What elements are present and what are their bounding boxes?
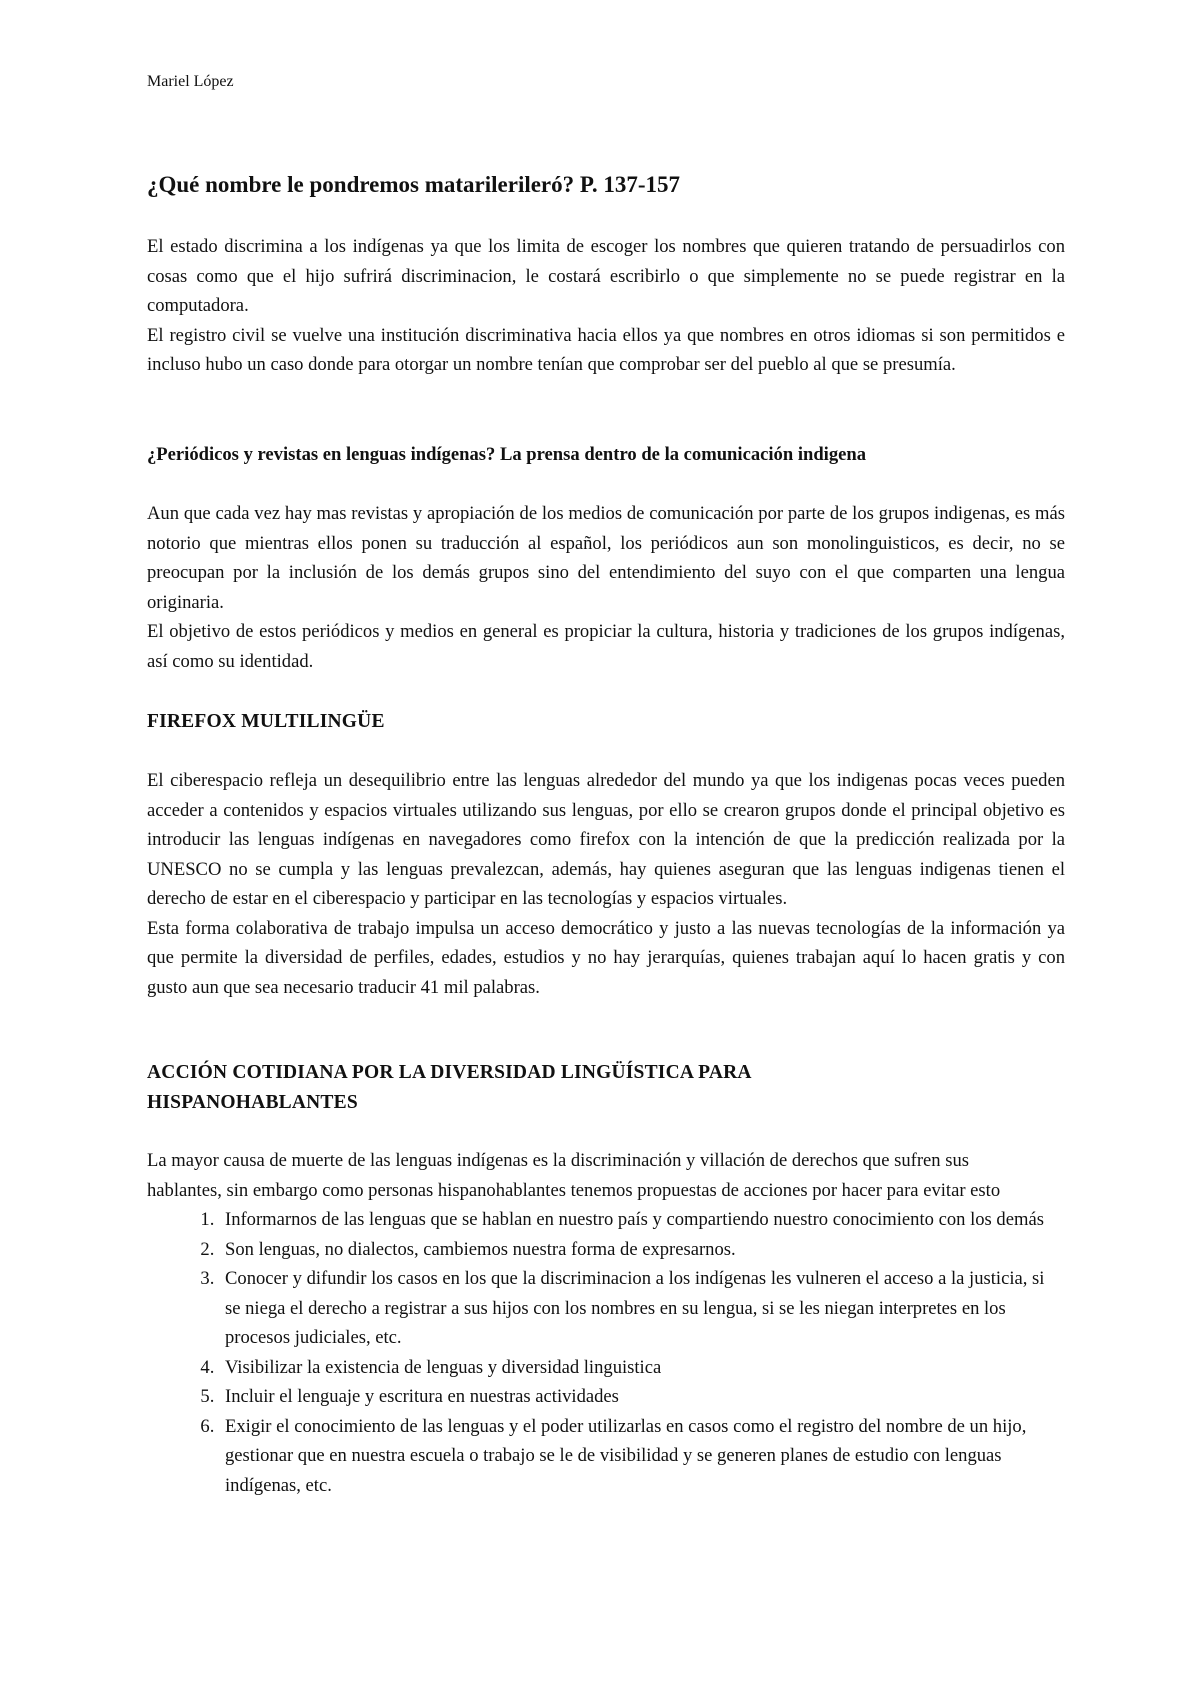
list-item	[219, 1235, 1049, 1265]
paragraph: Aun que cada vez hay mas revistas y apropiación de los medios de comunicación por parte de los grupos indigenas, es más notorio que mientras ellos ponen su traducción al español, los periódicos aun son monolinguisticos, es decir, no se preocupan por la inclusión de los demás grupos sino del entendimiento del suyo con el que comparten una lengua originaria.	[147, 503, 1065, 613]
list-item	[219, 1382, 1049, 1412]
paragraph: El registro civil se vuelve una institución discriminativa hacia ellos ya que nombres en otros idiomas si son permitidos e incluso hubo un caso donde para otorgar un nombre tenían que comprobar ser del pueblo al que se presumía.	[147, 324, 1065, 375]
paragraph: Esta forma colaborativa de trabajo impulsa un acceso democrático y justo a las nuevas tecnologías de la información ya que permite la diversidad de perfiles, edades, estudios y no hay jerarquías, quienes trabajan aquí lo hacen gratis y con gusto aun que sea necesario traducir 41 mil palabras.	[147, 917, 1065, 998]
paragraph: El objetivo de estos periódicos y medios en general es propiciar la cultura, historia y tradiciones de los grupos indígenas, así como su identidad.	[147, 621, 1065, 672]
section-heading-line1: ACCIÓN COTIDIANA POR LA DIVERSIDAD LINGÜÍSTICA PARA	[147, 1062, 752, 1083]
section-accion-cotidiana	[147, 1058, 1065, 1117]
section-periodicos-body	[147, 499, 1065, 676]
list-item-text: Exigir el conocimiento de las lenguas y el poder utilizarlas en casos como el registro del nombre de un hijo, gestionar que en nuestra escuela o trabajo se le de visibilidad y se generen planes de estudio con lenguas indígenas, etc.	[225, 1415, 1027, 1496]
paragraph: La mayor causa de muerte de las lenguas indígenas es la discriminación y villación de derechos que sufren sus hablantes, sin embargo como personas hispanohablantes tenemos propuestas de acciones por hacer para evitar esto	[147, 1150, 1001, 1201]
list-item-text: Conocer y difundir los casos en los que la discriminacion a los indígenas les vulneren el acceso a la justicia, si se niega el derecho a registrar a sus hijos con los nombres en su lengua, si se les niegan interpretes en los procesos judiciales, etc.	[225, 1268, 1045, 1348]
list-item	[219, 1353, 1049, 1383]
list-item-text: Visibilizar la existencia de lenguas y diversidad linguistica	[225, 1356, 662, 1378]
paragraph: El ciberespacio refleja un desequilibrio entre las lenguas alrededor del mundo ya que los indigenas pocas veces pueden acceder a contenidos y espacios virtuales utilizando sus lenguas, por ello se crearon grupos donde el principal objetivo es introducir las lenguas indígenas en navegadores como firefox con la intención de que la predicción realizada por la UNESCO no se cumpla y las lenguas prevalezcan, además, hay quienes aseguran que las lenguas indigenas tienen el derecho de estar en el ciberespacio y participar en las tecnologías y espacios virtuales.	[147, 770, 1065, 909]
list-item-text: Incluir el lenguaje y escritura en nuestras actividades	[225, 1386, 619, 1407]
document-header-author: Mariel López	[147, 73, 234, 90]
list-item	[219, 1264, 1049, 1353]
list-item-text: Informarnos de las lenguas que se hablan en nuestro país y compartiendo nuestro conocimiento con los demás	[225, 1209, 1044, 1230]
list-item	[219, 1412, 1049, 1501]
section-accion-body	[147, 1146, 1065, 1500]
list-item-text: Son lenguas, no dialectos, cambiemos nuestra forma de expresarnos.	[225, 1238, 736, 1260]
list-item	[219, 1205, 1049, 1235]
section-heading: FIREFOX MULTILINGÜE	[147, 711, 385, 732]
document-title: ¿Qué nombre le pondremos matarilerileró? P. 137-157	[147, 172, 680, 197]
section-periodicos	[147, 440, 1065, 470]
section-firefox-body	[147, 766, 1065, 1002]
section-heading: ¿Periódicos y revistas en lenguas indígenas? La prensa dentro de la comunicación indigena	[147, 444, 867, 465]
section-registro-civil	[147, 232, 1065, 380]
paragraph: El estado discrimina a los indígenas ya que los limita de escoger los nombres que quieren tratando de persuadirlos con cosas como que el hijo sufrirá discriminacion, le costará escribirlo o que simplemente no se puede registrar en la computadora.	[147, 236, 1065, 316]
actions-list	[147, 1205, 1049, 1500]
section-firefox	[147, 707, 1065, 737]
section-heading-line2: HISPANOHABLANTES	[147, 1091, 358, 1113]
